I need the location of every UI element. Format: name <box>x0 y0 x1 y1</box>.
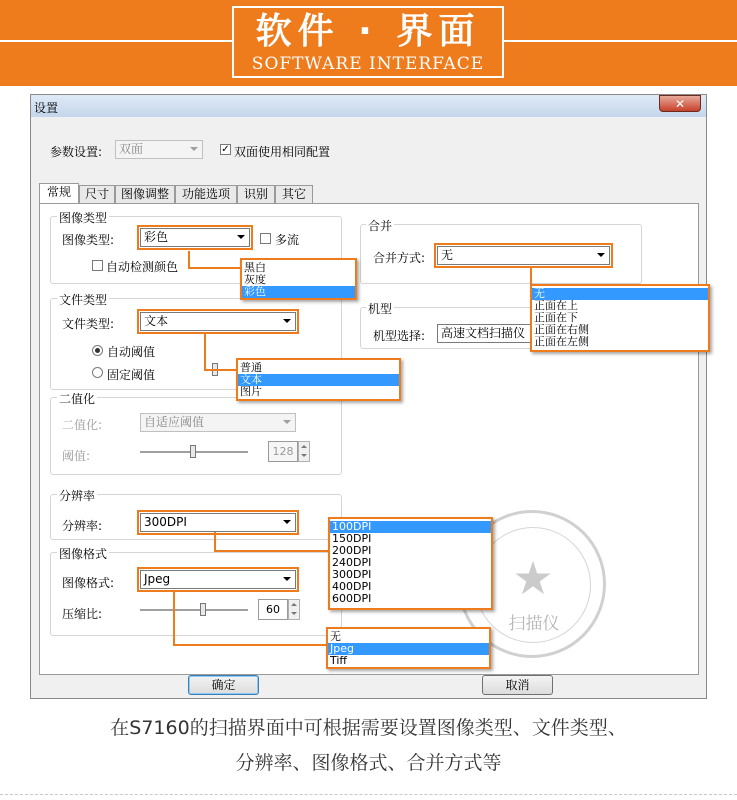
binarize-group-title: 二值化 <box>59 392 96 406</box>
multistream-label: 多流 <box>275 233 300 247</box>
dropdown-option-selected[interactable]: 100DPI <box>330 521 491 533</box>
params-label: 参数设置: <box>50 145 103 159</box>
resolution-dropdown <box>328 517 493 610</box>
image-format-highlight <box>137 567 299 592</box>
resolution-highlight <box>137 510 299 535</box>
merge-value: 无 <box>441 248 454 262</box>
dropdown-option[interactable]: 灰度 <box>244 274 266 286</box>
auto-threshold-label: 自动阈值 <box>107 345 156 359</box>
file-type-highlight <box>137 309 299 334</box>
compress-slider-track[interactable] <box>140 609 248 612</box>
caption-line-2: 分辨率、图像格式、合并方式等 <box>235 752 502 774</box>
binarize-value: 自适应阈值 <box>144 415 205 429</box>
header-banner <box>0 0 737 86</box>
image-type-value: 彩色 <box>144 230 169 244</box>
threshold-slider-handle[interactable] <box>190 445 196 458</box>
threshold-spinbox[interactable]: 128 <box>268 441 298 462</box>
tab-other[interactable]: 其它 <box>275 185 313 203</box>
auto-detect-color-checkbox[interactable] <box>92 260 103 271</box>
image-type-highlight <box>137 225 253 250</box>
image-format-dropdown <box>326 627 491 669</box>
dropdown-option[interactable]: 400DPI <box>332 581 372 593</box>
chevron-down-icon <box>283 420 291 424</box>
resolution-value: 300DPI <box>144 515 187 529</box>
tab-bar <box>39 185 339 205</box>
model-select[interactable] <box>437 324 537 343</box>
model-value: 高速文档扫描仪 <box>441 326 526 340</box>
merge-highlight <box>434 243 613 268</box>
banner-title-cn: 软件 · 界面 <box>255 11 481 52</box>
compress-spinbox[interactable]: 60 <box>258 599 288 620</box>
file-type-connector-v <box>204 333 206 371</box>
file-type-connector-h <box>204 369 238 371</box>
file-type-group-title: 文件类型 <box>59 293 108 307</box>
dropdown-option[interactable]: 240DPI <box>332 557 372 569</box>
star-icon: ★ <box>512 551 554 605</box>
params-select[interactable] <box>115 140 203 159</box>
merge-dropdown <box>530 284 710 352</box>
tab-general[interactable]: 常规 <box>39 183 79 203</box>
dropdown-option[interactable]: 无 <box>330 631 341 643</box>
image-format-value: Jpeg <box>144 572 171 586</box>
threshold-label: 阈值: <box>62 449 91 463</box>
dropdown-option[interactable]: 正面在下 <box>534 312 578 324</box>
image-type-label: 图像类型: <box>62 233 115 247</box>
chevron-down-icon <box>190 147 198 151</box>
image-format-group <box>50 552 342 636</box>
file-type-dropdown <box>236 358 401 401</box>
dropdown-option-selected[interactable]: 彩色 <box>242 286 355 298</box>
format-connector-v <box>173 590 175 646</box>
image-type-dropdown <box>240 258 357 300</box>
merge-label: 合并方式: <box>373 251 426 265</box>
banner-title-box <box>232 6 504 78</box>
params-value: 双面 <box>119 142 144 156</box>
threshold-spin-buttons[interactable] <box>298 441 310 462</box>
binarize-label: 二值化: <box>62 418 103 432</box>
image-format-label: 图像格式: <box>62 576 115 590</box>
merge-group-title: 合并 <box>368 219 393 233</box>
resolution-group-title: 分辨率 <box>59 489 96 503</box>
tab-recognition[interactable]: 识别 <box>237 185 275 203</box>
compress-spin-buttons[interactable] <box>288 599 300 620</box>
banner-title-en: SOFTWARE INTERFACE <box>251 54 485 74</box>
binarize-select[interactable] <box>140 413 296 432</box>
same-config-label: 双面使用相同配置 <box>234 145 331 159</box>
caption-line-1: 在S7160的扫描界面中可根据需要设置图像类型、文件类型、 <box>110 717 627 739</box>
fixed-threshold-radio[interactable] <box>92 367 103 378</box>
dropdown-option[interactable]: 图片 <box>240 386 262 398</box>
fixed-threshold-label: 固定阈值 <box>107 368 156 382</box>
dropdown-option-selected[interactable]: Jpeg <box>328 643 489 655</box>
cancel-button[interactable]: 取消 <box>482 675 553 695</box>
close-button[interactable]: ✕ <box>659 95 701 112</box>
file-type-label: 文件类型: <box>62 317 115 331</box>
image-type-group-title: 图像类型 <box>59 211 108 225</box>
model-label: 机型选择: <box>373 329 426 343</box>
binarize-group <box>50 397 342 475</box>
tab-size[interactable]: 尺寸 <box>79 185 115 203</box>
watermark-text: 扫描仪 <box>508 614 560 634</box>
dropdown-option-selected[interactable]: 无 <box>532 288 708 300</box>
image-format-group-title: 图像格式 <box>59 547 108 561</box>
file-type-value: 文本 <box>144 314 169 328</box>
dropdown-option[interactable]: 正面在左侧 <box>534 336 589 348</box>
tab-function-options[interactable]: 功能选项 <box>175 185 237 203</box>
bottom-divider <box>0 794 737 795</box>
banner-line-left <box>0 40 232 42</box>
title-bar <box>31 95 706 117</box>
dropdown-option[interactable]: 600DPI <box>332 593 372 605</box>
multistream-checkbox[interactable] <box>260 233 271 244</box>
compress-label: 压缩比: <box>62 607 103 621</box>
same-config-checkbox[interactable]: ✓ <box>221 144 230 155</box>
banner-line-right <box>504 40 737 42</box>
ok-button[interactable]: 确定 <box>188 675 259 695</box>
resolution-connector-h <box>214 550 330 552</box>
dropdown-option[interactable]: 150DPI <box>332 533 372 545</box>
dropdown-option[interactable]: 黑白 <box>244 262 266 274</box>
dropdown-option[interactable]: 200DPI <box>332 545 372 557</box>
auto-threshold-radio[interactable] <box>92 345 103 356</box>
model-group-title: 机型 <box>368 302 393 316</box>
dropdown-option[interactable]: 300DPI <box>332 569 372 581</box>
window-title: 设置 <box>34 101 59 115</box>
dropdown-option[interactable]: Tiff <box>330 655 348 667</box>
tab-image-adjust[interactable]: 图像调整 <box>115 185 175 203</box>
image-type-connector-h <box>188 267 242 269</box>
compress-slider-handle[interactable] <box>200 603 206 616</box>
resolution-label: 分辨率: <box>62 519 103 533</box>
format-connector-h <box>173 644 327 646</box>
dropdown-option-selected[interactable]: 文本 <box>238 374 399 386</box>
auto-detect-color-label: 自动检测颜色 <box>106 260 179 274</box>
dropdown-option[interactable]: 正面在右侧 <box>534 324 589 336</box>
dropdown-option[interactable]: 正面在上 <box>534 300 578 312</box>
dropdown-option[interactable]: 普通 <box>240 362 262 374</box>
resolution-connector-v <box>214 532 216 552</box>
